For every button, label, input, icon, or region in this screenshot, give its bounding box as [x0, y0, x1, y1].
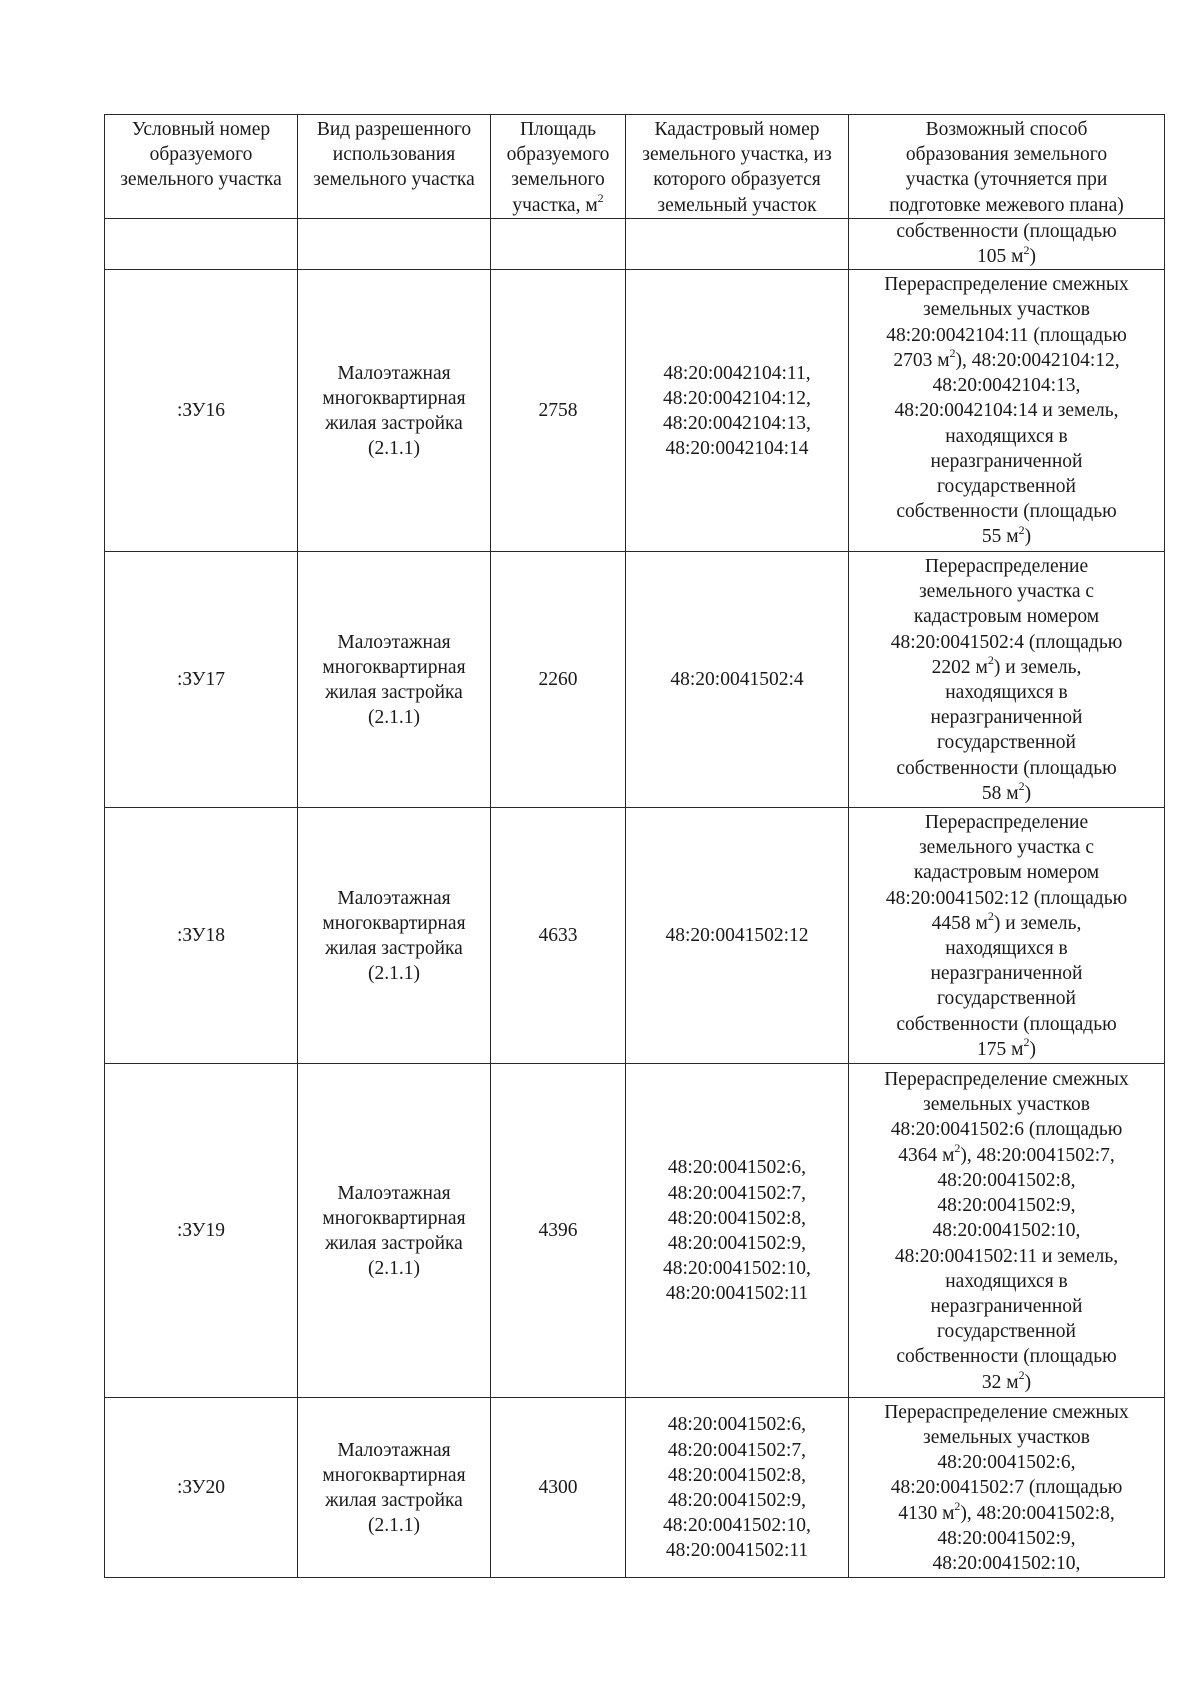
- permitted-use-cell: Малоэтажная многоквартирная жилая застройка (2.1.1): [298, 1398, 491, 1578]
- plot-number-cell: :ЗУ16: [105, 270, 298, 552]
- formation-method-cell: Перераспределение смежных земельных участков 48:20:0041502:6 (площадью 4364 $м^2$), 48:20:0041502:7, 48:20:0041502:8, 48:20:0041502:9, 48:20:0041502:10, 48:20:0041502:11 и земель, находящихся в неразграниченной государственной собственности (площадью 32 $м^2$): [849, 1064, 1165, 1398]
- land-plots-table: [104, 114, 1165, 1578]
- plot-number-cell: :ЗУ20: [105, 1398, 298, 1578]
- permitted-use-cell: Малоэтажная многоквартирная жилая застройка (2.1.1): [298, 808, 491, 1064]
- table-row: [105, 1398, 1165, 1578]
- cadastral-number-cell: 48:20:0041502:6, 48:20:0041502:7, 48:20:0041502:8, 48:20:0041502:9, 48:20:0041502:10, 48:20:0041502:11: [626, 1398, 849, 1578]
- plot-area-cell: 4633: [491, 808, 626, 1064]
- header-row: [105, 115, 1165, 219]
- cadastral-number-cell: 48:20:0041502:6, 48:20:0041502:7, 48:20:0041502:8, 48:20:0041502:9, 48:20:0041502:10, 48:20:0041502:11: [626, 1064, 849, 1398]
- formation-method-cell: Перераспределение земельного участка с кадастровым номером 48:20:0041502:12 (площадью 4458 $м^2$) и земель, находящихся в неразграниченной государственной собственности (площадью 175 $м^2$): [849, 808, 1165, 1064]
- table-row: [105, 552, 1165, 808]
- permitted-use-cell: Малоэтажная многоквартирная жилая застройка (2.1.1): [298, 270, 491, 552]
- plot-area-cell: 4300: [491, 1398, 626, 1578]
- header-plot-area: Площадь образуемого земельного участка, $м^2$: [491, 115, 626, 219]
- table-row: [105, 1064, 1165, 1398]
- table-row: [105, 270, 1165, 552]
- header-cadastral-number: Кадастровый номер земельного участка, из которого образуется земельный участок: [626, 115, 849, 219]
- formation-method-cell: Перераспределение смежных земельных участков 48:20:0042104:11 (площадью 2703 $м^2$), 48:20:0042104:12, 48:20:0042104:13, 48:20:0042104:14 и земель, находящихся в неразграниченной государственной собственности (площадью 55 $м^2$): [849, 270, 1165, 552]
- permitted-use-cell: Малоэтажная многоквартирная жилая застройка (2.1.1): [298, 1064, 491, 1398]
- plot-number-cell: :ЗУ18: [105, 808, 298, 1064]
- header-plot-number: Условный номер образуемого земельного участка: [105, 115, 298, 219]
- plot-number-cell: :ЗУ17: [105, 552, 298, 808]
- formation-method-cell: собственности (площадью 105 $м^2$): [849, 219, 1165, 270]
- plot-number-cell: :ЗУ19: [105, 1064, 298, 1398]
- header-formation-method: Возможный способ образования земельного участка (уточняется при подготовке межевого плана): [849, 115, 1165, 219]
- plot-area-cell: 2758: [491, 270, 626, 552]
- table-row: [105, 808, 1165, 1064]
- cadastral-number-cell: 48:20:0041502:4: [626, 552, 849, 808]
- cadastral-number-cell: [626, 219, 849, 270]
- cadastral-number-cell: 48:20:0041502:12: [626, 808, 849, 1064]
- formation-method-cell: Перераспределение земельного участка с кадастровым номером 48:20:0041502:4 (площадью 2202 $м^2$) и земель, находящихся в неразграниченной государственной собственности (площадью 58 $м^2$): [849, 552, 1165, 808]
- plot-number-cell: [105, 219, 298, 270]
- formation-method-cell: Перераспределение смежных земельных участков 48:20:0041502:6, 48:20:0041502:7 (площадью 4130 $м^2$), 48:20:0041502:8, 48:20:0041502:9, 48:20:0041502:10,: [849, 1398, 1165, 1578]
- cadastral-number-cell: 48:20:0042104:11, 48:20:0042104:12, 48:20:0042104:13, 48:20:0042104:14: [626, 270, 849, 552]
- plot-area-cell: 4396: [491, 1064, 626, 1398]
- permitted-use-cell: Малоэтажная многоквартирная жилая застройка (2.1.1): [298, 552, 491, 808]
- plot-area-cell: 2260: [491, 552, 626, 808]
- continuation-row: [105, 219, 1165, 270]
- permitted-use-cell: [298, 219, 491, 270]
- plot-area-cell: [491, 219, 626, 270]
- header-permitted-use: Вид разрешенного использования земельного участка: [298, 115, 491, 219]
